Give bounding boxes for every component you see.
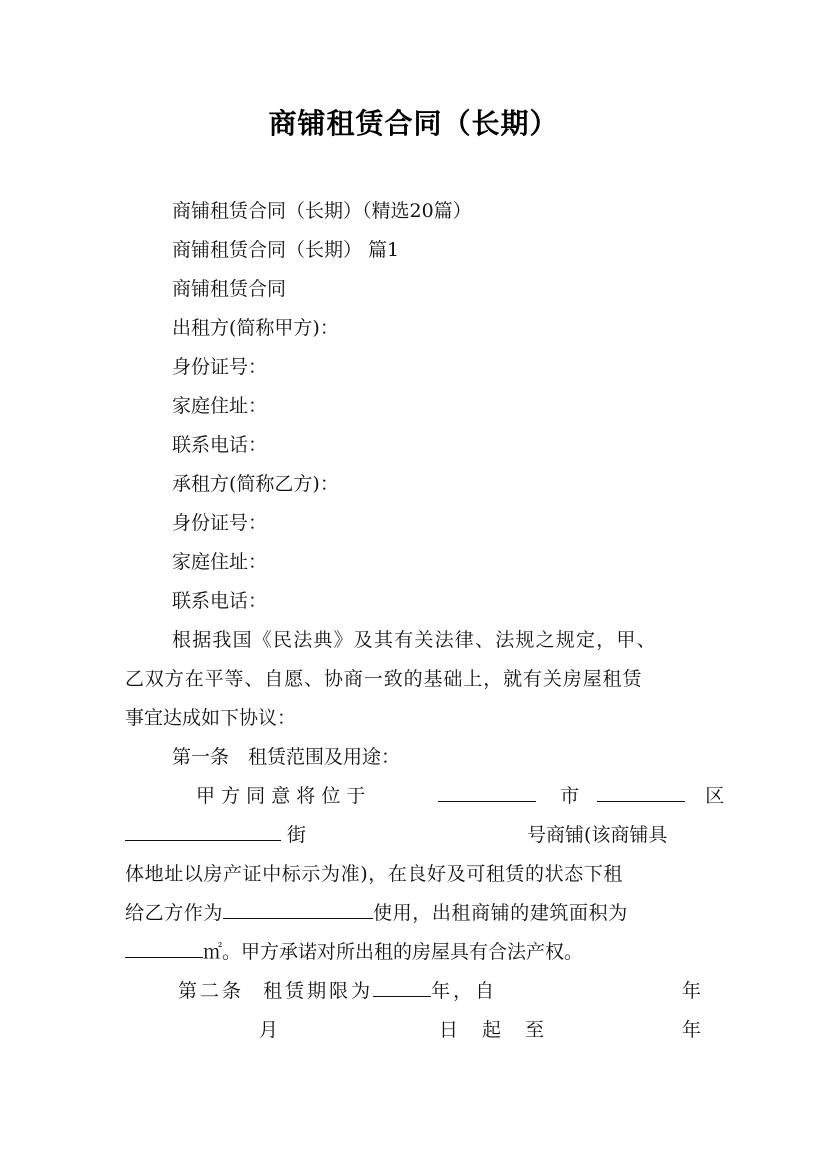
city-label: 市 — [560, 785, 580, 807]
lease-use-prefix: 给乙方作为 — [125, 902, 224, 924]
spread-text — [196, 783, 426, 809]
start-label: 起 — [482, 1019, 502, 1041]
article-1-line-2 — [125, 822, 306, 848]
article-1-line-1 — [196, 783, 725, 809]
area-statement: ㎡。甲方承诺对所出租的房屋具有合法产权。 — [203, 941, 584, 963]
char: 位 — [321, 785, 341, 807]
article-2-term-label: 租赁期限为 — [263, 980, 374, 1002]
contract-name: 商铺租赁合同 — [172, 278, 287, 300]
year-label: 年 — [682, 980, 702, 1002]
use-blank — [223, 900, 373, 919]
lessee-label: 承租方(简称乙方)： — [172, 473, 339, 495]
lessee-phone-label: 联系电话： — [172, 590, 268, 612]
lessee-address-label: 家庭住址： — [172, 551, 268, 573]
section-heading: 商铺租赁合同（长期） 篇1 — [172, 239, 400, 261]
article-1-line-4 — [125, 900, 628, 926]
article-1-line-3: 体地址以房产证中标示为准)，在良好及可租赁的状态下租 — [125, 863, 624, 885]
street-blank — [125, 822, 281, 841]
until-label: 至 — [525, 1019, 545, 1041]
lessor-id-label: 身份证号： — [172, 356, 268, 378]
district-blank — [597, 783, 685, 802]
area-blank — [125, 939, 203, 958]
lease-use-suffix: 使用，出租商铺的建筑面积为 — [373, 902, 628, 924]
char: 甲 — [196, 785, 216, 807]
city-blank — [438, 783, 536, 802]
end-year-label: 年 — [682, 1019, 702, 1041]
lessor-label: 出租方(简称甲方)： — [172, 317, 339, 339]
intro-line-3: 事宜达成如下协议： — [125, 707, 297, 729]
char: 方 — [221, 785, 241, 807]
article-2-line-1 — [178, 978, 497, 1004]
lessee-id-label: 身份证号： — [172, 512, 268, 534]
article-2-from: 年，自 — [431, 980, 498, 1002]
article-2-number: 第二条 — [178, 980, 245, 1002]
char: 于 — [346, 785, 366, 807]
district-label: 区 — [705, 785, 725, 807]
intro-line-2: 乙双方在平等、自愿、协商一致的基础上，就有关房屋租赁 — [125, 668, 643, 690]
document-title: 商铺租赁合同（长期） — [268, 107, 559, 140]
article-1-heading: 第一条 租赁范围及用途： — [172, 746, 401, 768]
char: 同 — [246, 785, 266, 807]
term-years-blank — [373, 978, 431, 997]
subtitle-line: 商铺租赁合同（长期）（精选20篇） — [172, 200, 472, 222]
day-label: 日 — [439, 1019, 459, 1041]
lessor-phone-label: 联系电话： — [172, 434, 268, 456]
street-label: 街 — [287, 824, 307, 846]
lessor-address-label: 家庭住址： — [172, 395, 268, 417]
char: 意 — [271, 785, 291, 807]
intro-line-1: 根据我国《民法典》及其有关法律、法规之规定，甲、 — [172, 629, 657, 651]
article-1-line-5 — [125, 939, 583, 965]
char: 将 — [296, 785, 316, 807]
month-label: 月 — [259, 1019, 279, 1041]
shop-number-label: 号商铺(该商铺具 — [527, 824, 668, 846]
